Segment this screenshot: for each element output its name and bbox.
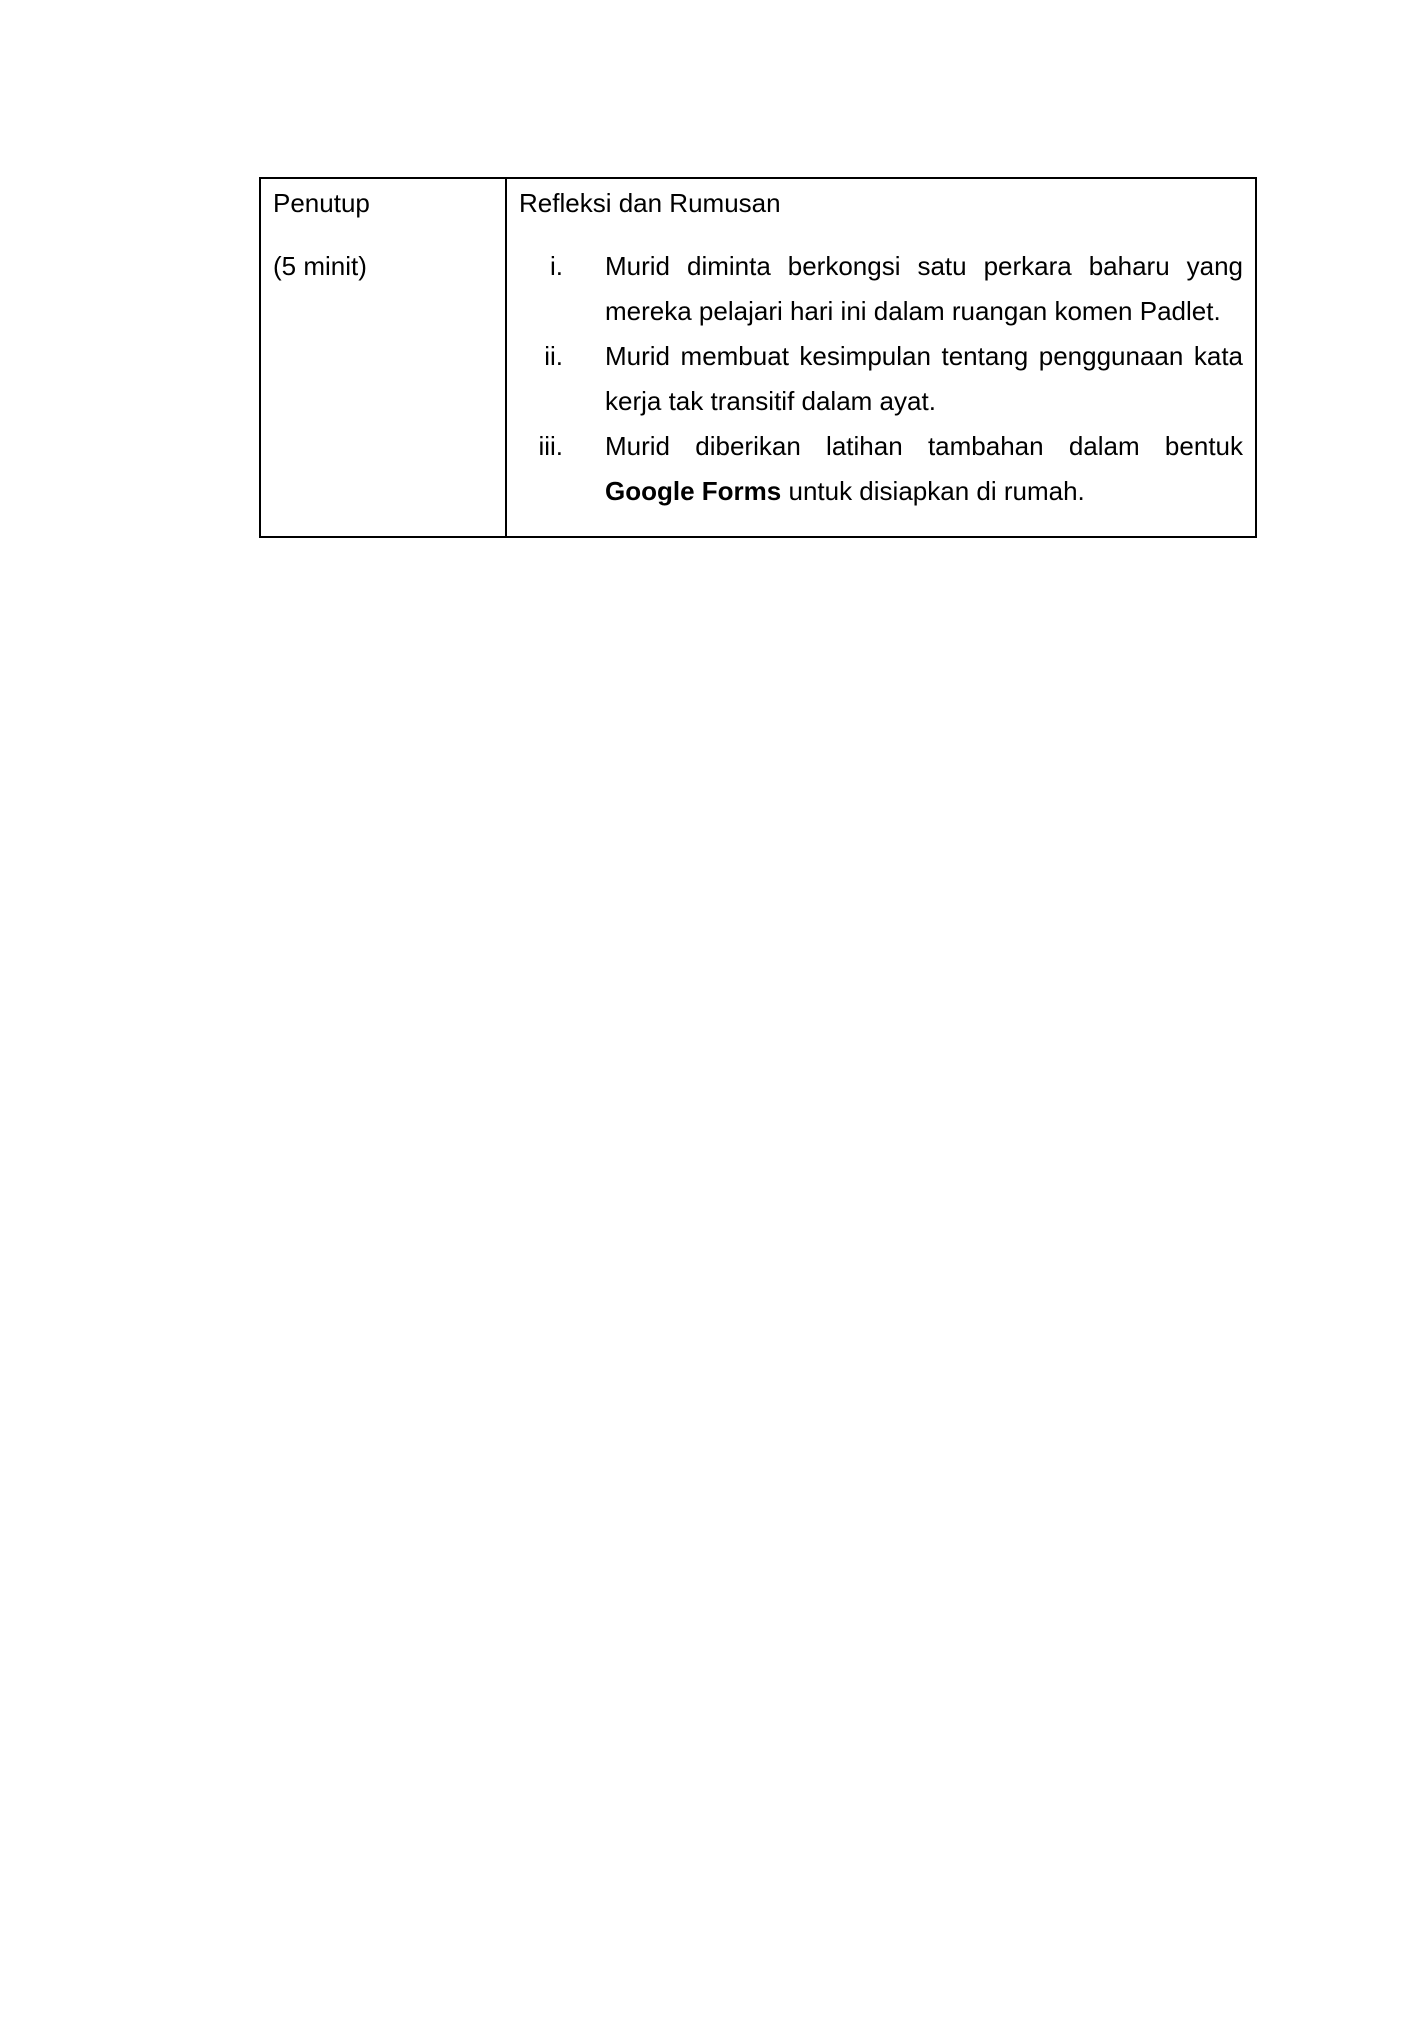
step-text: Murid diminta berkongsi satu perkara baharu yang mereka pelajari hari ini dalam ruangan komen Padlet. bbox=[605, 251, 1243, 326]
step-text-bold: Google Forms bbox=[605, 476, 782, 506]
list-item bbox=[519, 334, 1243, 424]
step-number: ii. bbox=[544, 341, 563, 371]
step-number: i. bbox=[550, 251, 563, 281]
list-item bbox=[519, 244, 1243, 334]
activity-steps-list bbox=[519, 244, 1243, 514]
lesson-plan-table bbox=[259, 177, 1257, 538]
list-item bbox=[519, 424, 1243, 514]
activity-cell bbox=[506, 178, 1256, 537]
table-row bbox=[260, 178, 1256, 537]
stage-cell bbox=[260, 178, 506, 537]
step-text-before: Murid diberikan latihan tambahan dalam bentuk bbox=[605, 431, 1243, 461]
step-text bbox=[605, 424, 1243, 514]
step-text-after: untuk disiapkan di rumah. bbox=[788, 476, 1085, 506]
stage-duration: (5 minit) bbox=[273, 251, 367, 281]
step-number: iii. bbox=[538, 431, 563, 461]
activity-title: Refleksi dan Rumusan bbox=[519, 188, 781, 218]
step-text: Murid membuat kesimpulan tentang penggunaan kata kerja tak transitif dalam ayat. bbox=[605, 341, 1243, 416]
stage-title: Penutup bbox=[273, 188, 370, 218]
